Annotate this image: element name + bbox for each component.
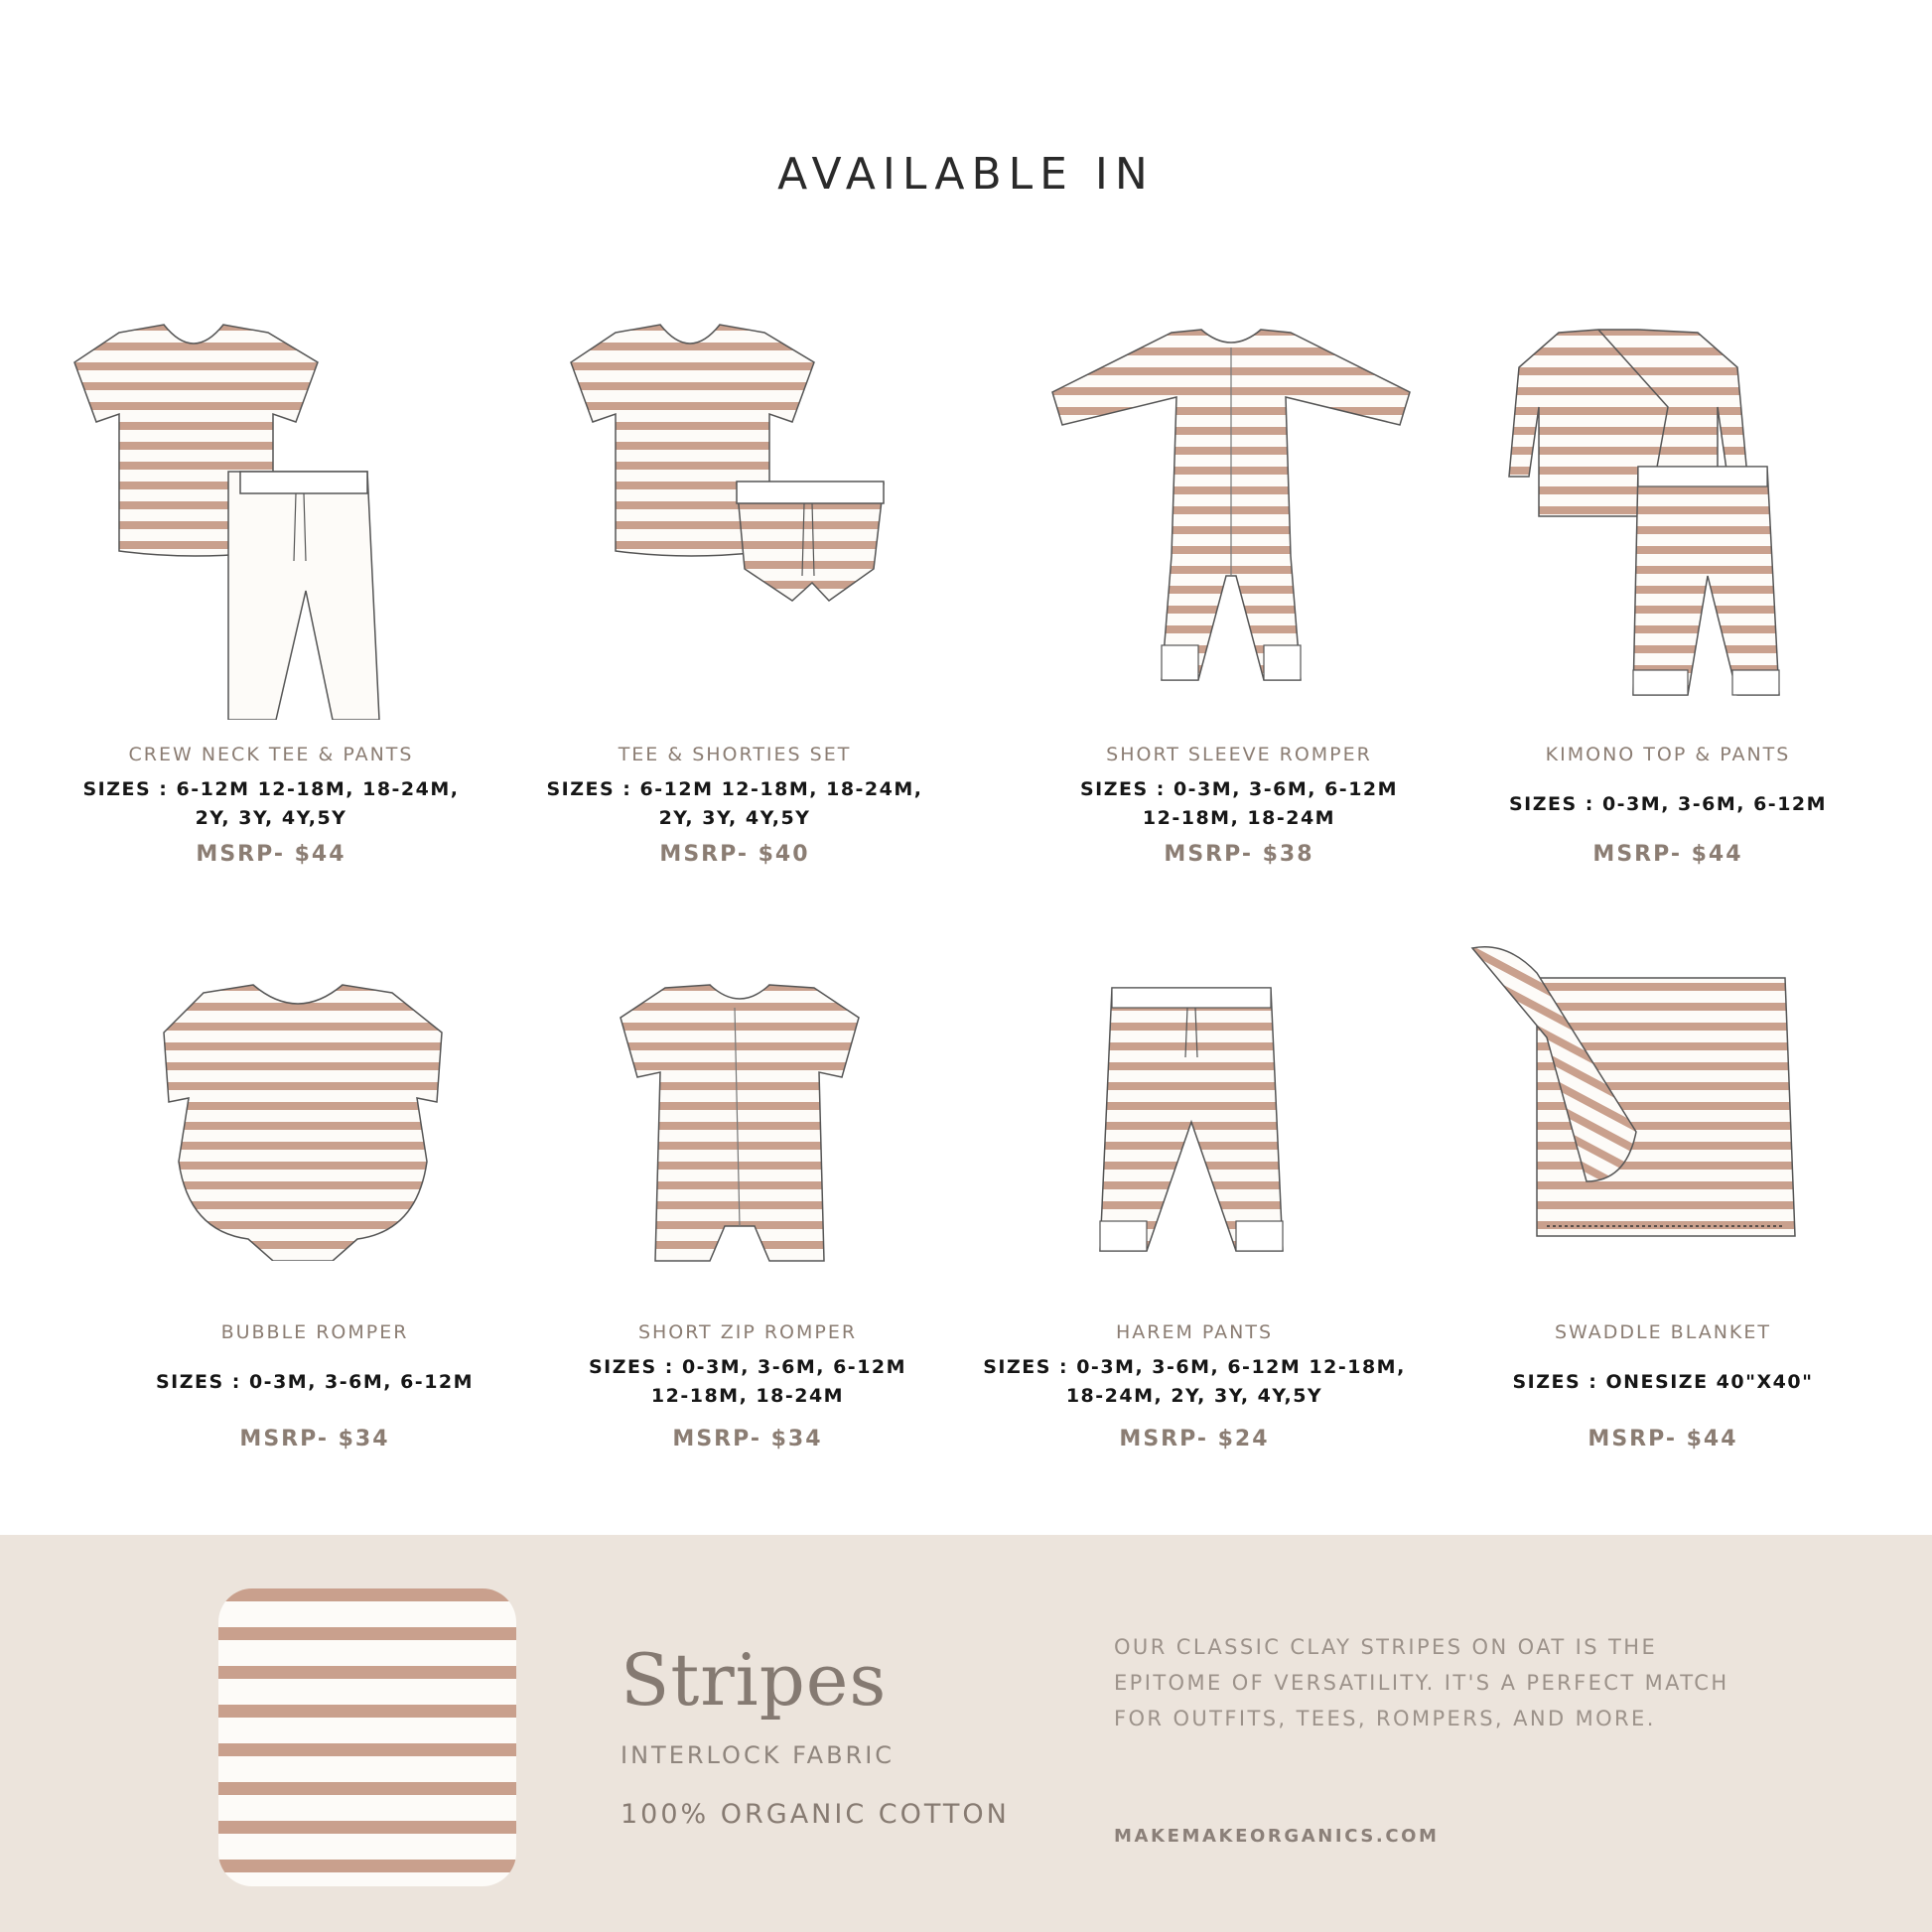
bubble-romper-icon — [159, 983, 447, 1261]
product-sizes-crew-neck-tee-pants — [38, 775, 504, 833]
harem-pants-icon — [1092, 983, 1291, 1256]
sizes-line: SIZES : 0-3M, 3-6M, 6-12M 12-18M, — [983, 1356, 1406, 1378]
product-sizes-kimono-top-pants — [1435, 790, 1901, 819]
fabric-type: INTERLOCK FABRIC — [621, 1741, 896, 1769]
sizes-line: SIZES : 6-12M 12-18M, 18-24M, — [82, 778, 460, 800]
product-price-short-sleeve-romper: MSRP- $38 — [1164, 842, 1314, 867]
sizes-line: SIZES : ONESIZE 40"X40" — [1512, 1371, 1814, 1393]
short-zip-romper-icon — [616, 983, 864, 1271]
product-name-bubble-romper: BUBBLE ROMPER — [220, 1321, 409, 1343]
fabric-content: 100% ORGANIC COTTON — [621, 1799, 1010, 1830]
product-sizes-short-zip-romper — [514, 1353, 981, 1411]
fabric-name: Stripes — [621, 1638, 888, 1722]
sizes-line: 12-18M, 18-24M — [1142, 807, 1336, 829]
sizes-line: 12-18M, 18-24M — [650, 1385, 845, 1407]
sizes-line: SIZES : 0-3M, 3-6M, 6-12M — [155, 1371, 475, 1393]
sizes-line: 2Y, 3Y, 4Y,5Y — [658, 807, 811, 829]
sizes-line: SIZES : 0-3M, 3-6M, 6-12M — [588, 1356, 907, 1378]
product-sizes-harem-pants — [961, 1353, 1428, 1411]
product-sizes-swaddle-blanket — [1430, 1368, 1896, 1397]
product-name-harem-pants: HAREM PANTS — [1115, 1321, 1274, 1343]
stripe-swatch-icon — [218, 1588, 516, 1886]
product-price-swaddle-blanket: MSRP- $44 — [1587, 1427, 1738, 1451]
product-name-short-zip-romper: SHORT ZIP ROMPER — [637, 1321, 858, 1343]
sizes-line: 2Y, 3Y, 4Y,5Y — [195, 807, 347, 829]
swaddle-blanket-icon — [1467, 943, 1805, 1241]
product-name-kimono-top-pants: KIMONO TOP & PANTS — [1545, 744, 1791, 765]
page-title: AVAILABLE IN — [777, 149, 1155, 200]
kimono-top-and-pants-icon — [1499, 328, 1797, 705]
crew-neck-tee-and-pants-icon — [69, 323, 397, 720]
product-sizes-bubble-romper — [81, 1368, 548, 1397]
sizes-line: SIZES : 0-3M, 3-6M, 6-12M — [1079, 778, 1399, 800]
product-name-short-sleeve-romper: SHORT SLEEVE ROMPER — [1106, 744, 1372, 765]
romper-icon — [1047, 328, 1415, 685]
tee-and-shorties-icon — [566, 323, 894, 670]
sizes-line: SIZES : 6-12M 12-18M, 18-24M, — [546, 778, 923, 800]
product-sizes-tee-shorties — [501, 775, 968, 833]
sizes-line: 18-24M, 2Y, 3Y, 4Y,5Y — [1065, 1385, 1323, 1407]
product-name-tee-shorties: TEE & SHORTIES SET — [618, 744, 852, 765]
product-name-swaddle-blanket: SWADDLE BLANKET — [1554, 1321, 1772, 1343]
sizes-line: SIZES : 0-3M, 3-6M, 6-12M — [1508, 793, 1828, 815]
product-sizes-short-sleeve-romper — [1006, 775, 1472, 833]
website-link[interactable]: MAKEMAKEORGANICS.COM — [1114, 1826, 1440, 1847]
fabric-info-panel — [0, 1535, 1932, 1932]
product-name-crew-neck-tee-pants: CREW NECK TEE & PANTS — [128, 744, 414, 765]
product-price-short-zip-romper: MSRP- $34 — [672, 1427, 823, 1451]
product-price-bubble-romper: MSRP- $34 — [239, 1427, 390, 1451]
product-price-kimono-top-pants: MSRP- $44 — [1592, 842, 1743, 867]
product-price-harem-pants: MSRP- $24 — [1119, 1427, 1270, 1451]
product-price-tee-shorties: MSRP- $40 — [659, 842, 810, 867]
fabric-description: OUR CLASSIC CLAY STRIPES ON OAT IS THE EPITOME OF VERSATILITY. IT'S A PERFECT MATCH FOR OUTFITS, TEES, ROMPERS, AND MORE. — [1114, 1635, 1729, 1730]
product-price-crew-neck-tee-pants: MSRP- $44 — [196, 842, 346, 867]
